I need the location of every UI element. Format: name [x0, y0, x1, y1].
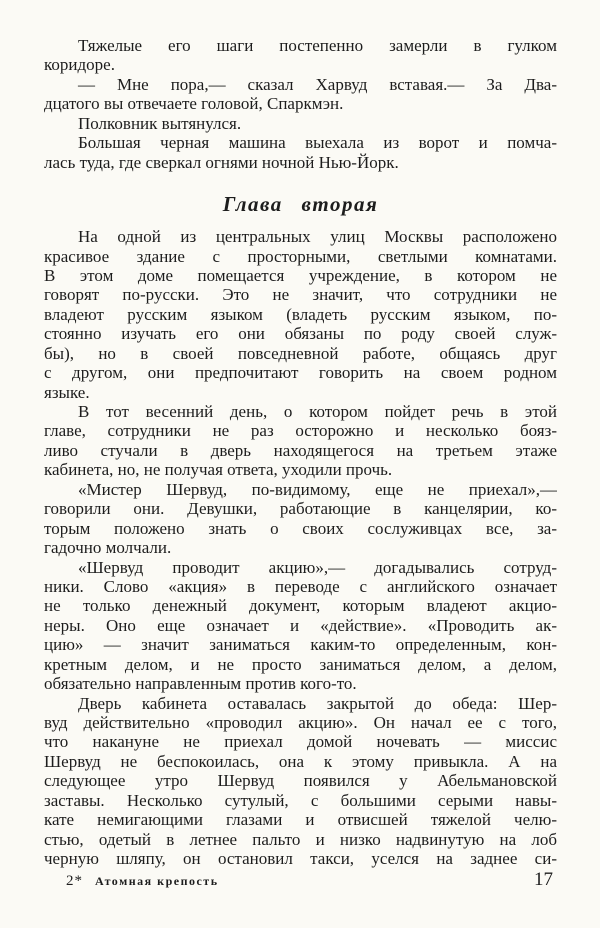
book-title: Атомная крепость — [95, 874, 219, 888]
text-line: неры. Оно еще означает и «действие». «Проводить ак- — [44, 615, 557, 635]
paragraph — [44, 114, 557, 133]
text-line: гадочно молчали. — [44, 538, 172, 558]
text-line: Шервуд не беспокоилась, она к этому привыкла. А на — [44, 751, 557, 771]
chapter-heading: Глава вторая — [222, 192, 379, 217]
text-line: «Шервуд проводит акцию»,— догадывались сотруд- — [78, 557, 557, 577]
text-line: Дверь кабинета оставалась закрытой до обеда: Шер- — [78, 693, 557, 713]
text-line: следующее утро Шервуд появился у Абельмановской — [44, 771, 557, 791]
text-line: цию» — значит заниматься каким-то определенным, кон- — [44, 635, 557, 655]
text-line: Тяжелые его шаги постепенно замерли в гулком — [78, 36, 557, 55]
text-line: говорят по-русски. Это не значит, что сотрудники не — [44, 285, 557, 305]
text-line: владеют русским языком (владеть русским языком, по- — [44, 304, 557, 324]
text-line: говорили они. Девушки, работающие в канцелярии, ко- — [44, 499, 557, 519]
text-line: языке. — [44, 382, 90, 402]
paragraph — [44, 480, 557, 558]
text-block — [44, 36, 557, 869]
text-line: стоянно изучать его они обязаны по роду своей служ- — [44, 324, 557, 344]
text-line: заставы. Несколько сутулый, с большими серыми навы- — [44, 790, 557, 810]
text-line: Полковник вытянулся. — [78, 113, 242, 133]
paragraph — [44, 558, 557, 694]
text-line: кате немигающими глазами и отвисшей тяжелой челю- — [44, 810, 557, 830]
text-line: вуд действительно «проводил акцию». Он начал ее с того, — [44, 713, 557, 732]
text-line: черную шляпу, он остановил такси, уселся на заднее си- — [44, 849, 557, 869]
paragraph — [44, 694, 557, 869]
text-line: кабинета, но, не получая ответа, уходили прочь. — [44, 460, 393, 480]
text-line: красивое здание с просторными, светлыми комнатами. — [44, 246, 557, 266]
text-line: «Мистер Шервуд, по-видимому, еще не приехал»,— — [78, 479, 557, 499]
text-line: бы), но в своей повседневной работе, общаясь друг — [44, 343, 557, 363]
footer-left — [44, 873, 219, 890]
text-line: — Мне пора,— сказал Харвуд вставая.— За Два- — [78, 74, 557, 94]
text-line: ливо стучали в дверь находящегося на третьем этаже — [44, 440, 557, 460]
text-line: обязательно направленным против кого-то. — [44, 674, 357, 694]
text-line: что накануне не приехал домой ночевать — миссис — [44, 732, 557, 752]
text-line: В тот весенний день, о котором пойдет речь в этой — [78, 402, 557, 421]
page-footer — [44, 869, 557, 891]
page-number: 17 — [534, 869, 553, 890]
paragraph — [44, 133, 557, 172]
text-line: лась туда, где сверкал огнями ночной Нью-Йорк. — [44, 152, 399, 172]
text-line: стью, одетый в летнее пальто и низко надвинутую на лоб — [44, 829, 557, 849]
paragraph — [44, 227, 557, 402]
text-line: с другом, они предпочитают говорить на своем родном — [44, 363, 557, 383]
text-line: Большая черная машина выехала из ворот и помча- — [78, 133, 557, 153]
text-line: ники. Слово «акция» в переводе с английского означает — [44, 576, 557, 596]
text-line: коридоре. — [44, 55, 115, 75]
paragraph — [44, 402, 557, 480]
text-line: В этом доме помещается учреждение, в котором не — [44, 265, 557, 285]
paragraph — [44, 75, 557, 114]
text-line: не только денежный документ, которым владеют акцио- — [44, 596, 557, 616]
text-line: кретным делом, и не просто заниматься делом, а делом, — [44, 654, 557, 674]
text-line: дцатого вы отвечаете головой, Спаркмэн. — [44, 94, 344, 114]
signature-mark: 2* — [66, 873, 83, 889]
text-line: На одной из центральных улиц Москвы расположено — [78, 227, 557, 247]
text-line: торым положено знать о своих сослуживцах все, за- — [44, 518, 557, 538]
text-line: главе, сотрудники не раз осторожно и несколько бояз- — [44, 421, 557, 441]
paragraph — [44, 36, 557, 75]
